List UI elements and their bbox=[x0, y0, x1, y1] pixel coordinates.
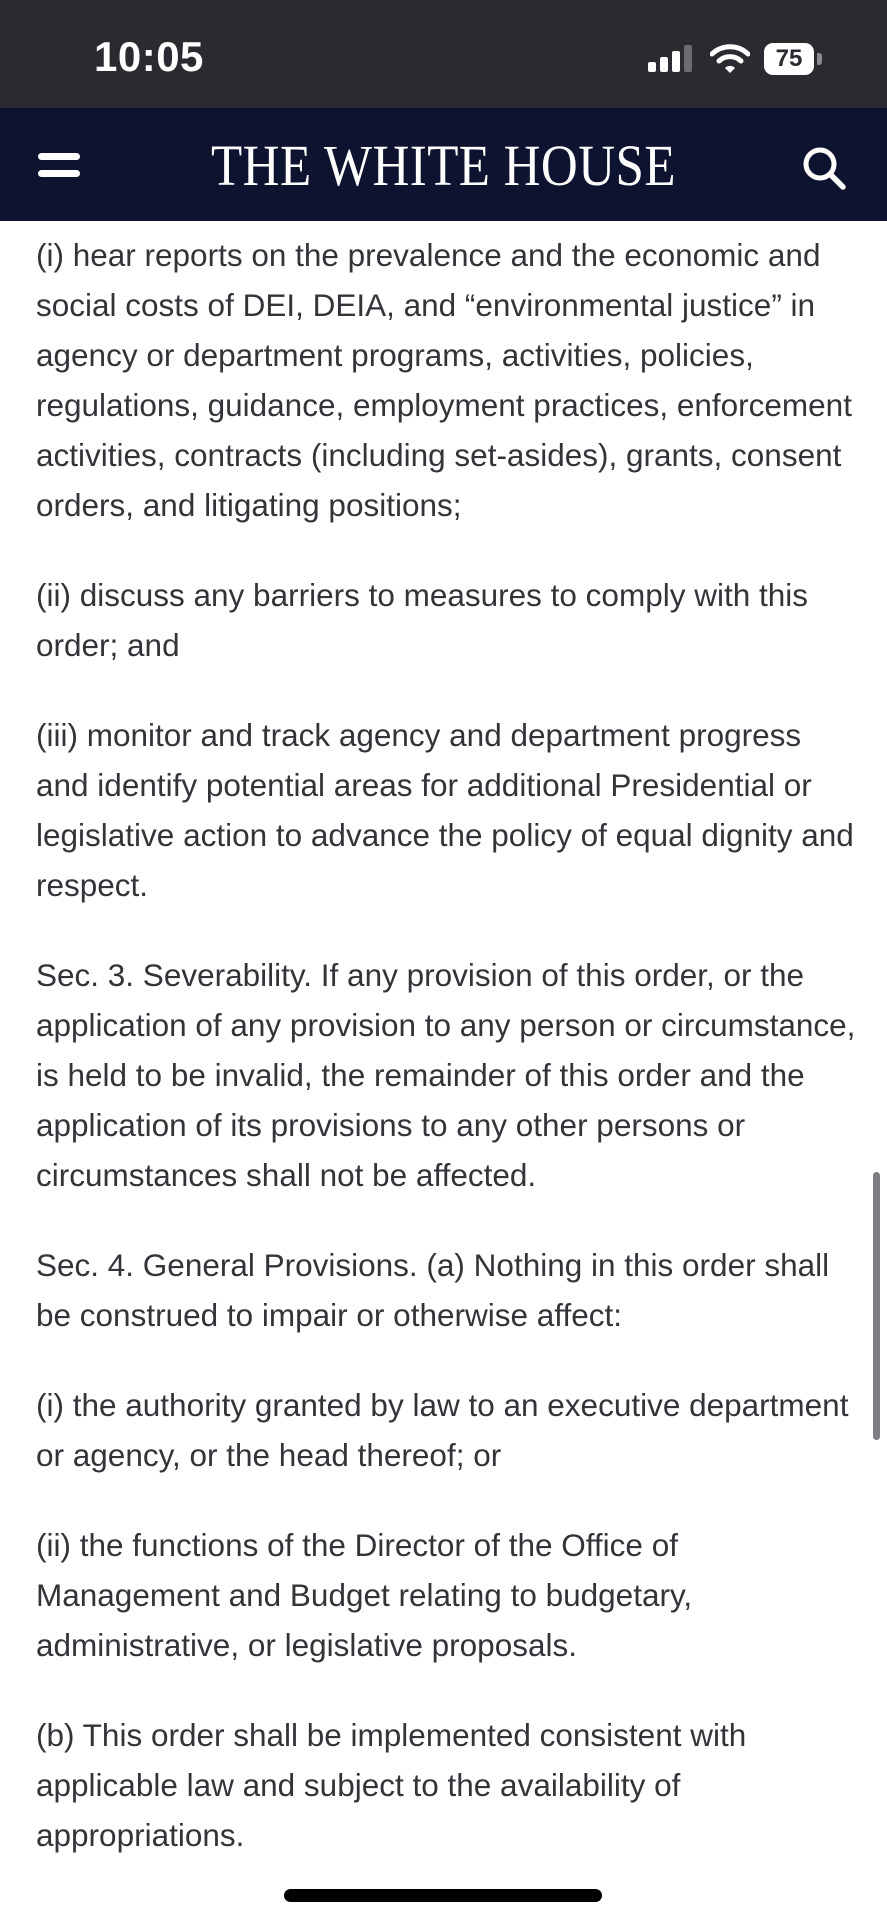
paragraph-4b-implementation: (b) This order shall be implemented consistent with applicable law and subject to the availability of appropriations. bbox=[36, 1717, 747, 1853]
status-time: 10:05 bbox=[94, 33, 204, 80]
paragraph-iii-monitor-progress: (iii) monitor and track agency and department progress and identify potential areas for additional Presidential or legislative action to advance the policy of equal dignity and respect. bbox=[36, 717, 854, 903]
home-indicator[interactable] bbox=[284, 1889, 602, 1902]
paragraph-sec-4-general-provisions: Sec. 4. General Provisions. (a) Nothing in this order shall be construed to impair or otherwise affect: bbox=[36, 1247, 830, 1333]
paragraph-4a-ii-omb-functions: (ii) the functions of the Director of the Office of Management and Budget relating to budgetary, administrative, or legislative proposals. bbox=[36, 1527, 693, 1663]
battery-icon bbox=[764, 43, 824, 75]
article-body bbox=[36, 230, 856, 1900]
search-icon[interactable] bbox=[800, 144, 848, 192]
battery-level: 75 bbox=[764, 43, 814, 75]
paragraph-4a-i-authority: (i) the authority granted by law to an executive department or agency, or the head thereof; or bbox=[36, 1387, 849, 1473]
site-header bbox=[0, 108, 887, 221]
cellular-signal-icon bbox=[648, 44, 694, 72]
hamburger-menu-icon[interactable] bbox=[38, 150, 80, 180]
paragraph-sec-3-severability: Sec. 3. Severability. If any provision of this order, or the application of any provision to any person or circumstance, is held to be invalid, the remainder of this order and the application of its provisions to any other persons or circumstances shall not be affected. bbox=[36, 957, 856, 1193]
wifi-icon bbox=[710, 42, 750, 74]
paragraph-i-hear-reports: (i) hear reports on the prevalence and the economic and social costs of DEI, DEIA, and “environmental justice” in agency or department programs, activities, policies, regulations, guidance, employment practices, enforcement activities, contracts (including set-asides), grants, consent orders, and litigating positions; bbox=[36, 237, 852, 523]
site-title[interactable]: THE WHITE HOUSE bbox=[211, 133, 676, 198]
paragraph-ii-discuss-barriers: (ii) discuss any barriers to measures to comply with this order; and bbox=[36, 577, 808, 663]
scrollbar-thumb[interactable] bbox=[873, 1172, 880, 1440]
status-bar bbox=[0, 0, 887, 108]
